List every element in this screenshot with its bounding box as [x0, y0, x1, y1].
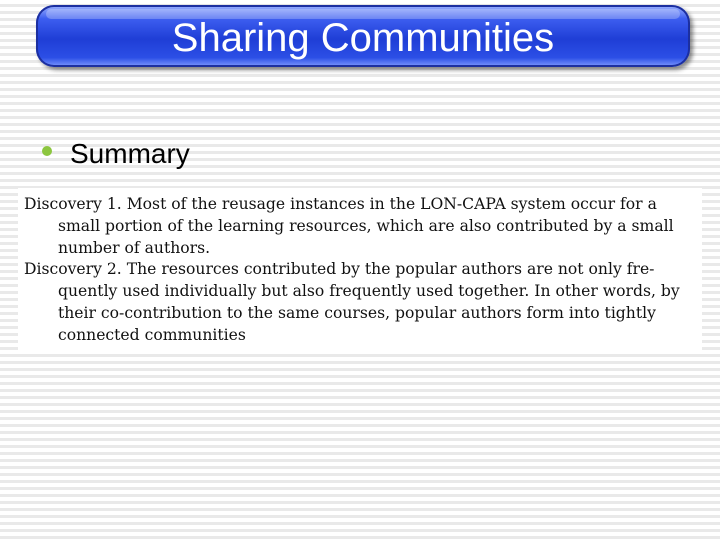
bullet-label: Summary	[70, 138, 190, 169]
paper-excerpt	[18, 188, 702, 352]
slide-title: Sharing Communities	[171, 16, 555, 60]
bullet-summary	[42, 138, 190, 170]
discovery-2-line-4: connected communities	[58, 325, 246, 344]
discovery-2	[24, 259, 692, 346]
discovery-1-line-2: small portion of the learning resources, which are also contributed by a small	[58, 216, 674, 235]
discovery-1-line-1: Discovery 1. Most of the reusage instances in the LON-CAPA system occur for a	[24, 195, 657, 213]
bullet-dot-icon	[42, 146, 52, 156]
discovery-1	[24, 194, 692, 259]
title-bar	[36, 5, 690, 67]
discovery-2-line-3: their co-contribution to the same courses, popular authors form into tightly	[58, 303, 656, 322]
discovery-1-line-3: number of authors.	[58, 238, 211, 257]
discovery-2-line-2: quently used individually but also frequently used together. In other words, by	[58, 282, 680, 301]
discovery-2-line-1: Discovery 2. The resources contributed by the popular authors are not only fre-	[24, 260, 655, 279]
